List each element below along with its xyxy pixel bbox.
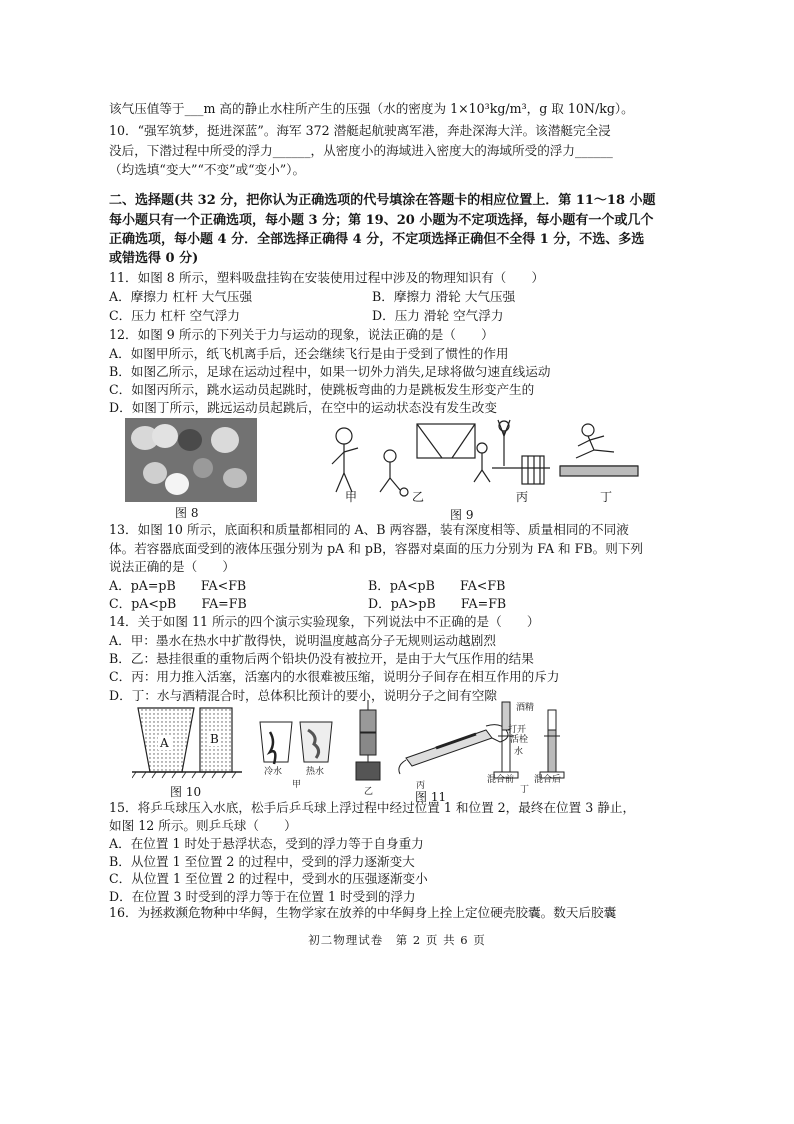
question-15-stem: 15．将乒乓球压入水底，松手后乒乓球上浮过程中经过位置 1 和位置 2，最终在位置 3 静止，	[109, 800, 636, 815]
figure-9-label-ding: 丁	[600, 490, 613, 504]
label-valve: 活栓	[510, 735, 529, 745]
figure-10-caption: 图 10	[170, 785, 202, 799]
figure-11-caption: 图 11	[415, 790, 447, 804]
text-line: 如图 12 所示。则乒乓球（ ）	[109, 818, 297, 833]
question-11-stem: 11．如图 8 所示，塑料吸盘挂钩在安装使用过程中涉及的物理知识有（ ）	[109, 270, 545, 285]
text-line: 说法正确的是（ ）	[109, 559, 235, 574]
label-jia: 甲	[292, 780, 302, 790]
figure-9-illustration	[322, 418, 642, 500]
option-d: D．pA>pB FA=FB	[368, 596, 507, 611]
option-a: A．摩擦力 杠杆 大气压强	[109, 289, 253, 304]
page-footer: 初二物理试卷 第 2 页 共 6 页	[308, 933, 486, 947]
option-d: D．在位置 3 时受到的浮力等于在位置 1 时受到的浮力	[109, 889, 416, 904]
label-open: 打开	[508, 725, 527, 735]
option-c: C．pA<pB FA=FB	[109, 596, 247, 611]
section-heading: 每小题只有一个正确选项，每小题 3 分；第 19、20 小题为不定项选择，每小题有一个或几个	[109, 213, 654, 228]
figure-10-containers	[132, 704, 242, 780]
question-10-line: 10．“强军筑梦，挺进深蓝”。海军 372 潜艇起航驶离军港，奔赴深海大洋。该潜艇完全浸	[109, 123, 611, 138]
option-b: B．pA<pB FA<FB	[368, 578, 506, 593]
text-line: 没后，下潜过程中所受的浮力______，从密度小的海域进入密度大的海域所受的浮力______	[109, 143, 613, 158]
label-after-mixing: 混合后	[534, 775, 562, 785]
label-bing: 丙	[416, 781, 426, 791]
figure-9-label-bing: 丙	[516, 490, 529, 504]
option-b: B．摩擦力 滑轮 大气压强	[372, 289, 516, 304]
option-b: B．如图乙所示，足球在运动过程中，如果一切外力消失,足球将做匀速直线运动	[109, 364, 551, 379]
label-ding: 丁	[520, 785, 530, 795]
question-16-stem: 16．为拯救濒危物种中华鲟，生物学家在放养的中华鲟身上拴上定位硬壳胶囊。数天后胶囊	[109, 905, 617, 920]
option-b: B．从位置 1 至位置 2 的过程中，受到的浮力逐渐变大	[109, 854, 415, 869]
figure-9-label-jia: 甲	[345, 490, 358, 504]
figure-8-photo	[125, 418, 257, 502]
label-hot-water: 热水	[306, 767, 325, 777]
text-line: 该气压值等于___m 高的静止水柱所产生的压强（水的密度为 1×10³kg/m³，g 取 10N/kg）。	[109, 101, 634, 116]
option-a: A．在位置 1 时处于悬浮状态，受到的浮力等于自身重力	[109, 836, 424, 851]
option-c: C．压力 杠杆 空气浮力	[109, 308, 240, 323]
container-a-label: A	[160, 736, 169, 750]
option-b: B．乙：悬挂很重的重物后两个铅块仍没有被拉开，是由于大气压作用的结果	[109, 651, 534, 666]
label-cold-water: 冷水	[264, 767, 283, 777]
option-c: C．如图丙所示，跳水运动员起跳时，使跳板弯曲的力是跳板发生形变产生的	[109, 382, 535, 397]
option-c: C．丙：用力推入活塞，活塞内的水很难被压缩，说明分子间存在相互作用的斥力	[109, 669, 560, 684]
figure-8-caption: 图 8	[175, 506, 199, 520]
option-c: C．从位置 1 至位置 2 的过程中，受到水的压强逐渐变小	[109, 871, 428, 886]
label-yi: 乙	[364, 787, 374, 797]
question-13-stem: 13．如图 10 所示，底面积和质量都相同的 A、B 两容器，装有深度相等、质量相同的不同液	[109, 522, 629, 537]
label-water: 水	[514, 747, 524, 757]
option-a: A．pA=pB FA<FB	[109, 578, 247, 593]
question-12-stem: 12．如图 9 所示的下列关于力与运动的现象，说法正确的是（ ）	[109, 327, 494, 342]
text-line: 体。若容器底面受到的液体压强分别为 pA 和 pB，容器对桌面的压力分别为 FA 和 FB。则下列	[109, 541, 644, 556]
option-d: D．丁：水与酒精混合时，总体积比预计的要小，说明分子之间有空隙	[109, 688, 497, 703]
figure-9-caption: 图 9	[450, 508, 474, 522]
label-before-mixing: 混合前	[487, 775, 515, 785]
option-a: A．如图甲所示，纸飞机离手后，还会继续飞行是由于受到了惯性的作用	[109, 346, 509, 361]
section-heading: 或错选得 0 分)	[109, 251, 199, 266]
option-a: A．甲：墨水在热水中扩散得快，说明温度越高分子无规则运动越剧烈	[109, 633, 496, 648]
option-d: D．如图丁所示，跳远运动员起跳后，在空中的运动状态没有发生改变	[109, 400, 497, 415]
question-14-stem: 14．关于如图 11 所示的四个演示实验现象，下列说法中不正确的是（ ）	[109, 614, 540, 629]
text-line: （均选填“变大”“不变”或“变小”）。	[109, 162, 306, 177]
section-heading: 二、选择题(共 32 分，把你认为正确选项的代号填涂在答题卡的相应位置上．第 11～18 小题	[109, 193, 656, 208]
container-b-label: B	[210, 732, 219, 746]
figure-9-label-yi: 乙	[412, 490, 425, 504]
option-d: D．压力 滑轮 空气浮力	[372, 308, 504, 323]
section-heading: 正确选项，每小题 4 分．全部选择正确得 4 分，不定项选择正确但不全得 1 分，不选、多选	[109, 232, 645, 247]
label-alcohol: 酒精	[516, 703, 535, 713]
